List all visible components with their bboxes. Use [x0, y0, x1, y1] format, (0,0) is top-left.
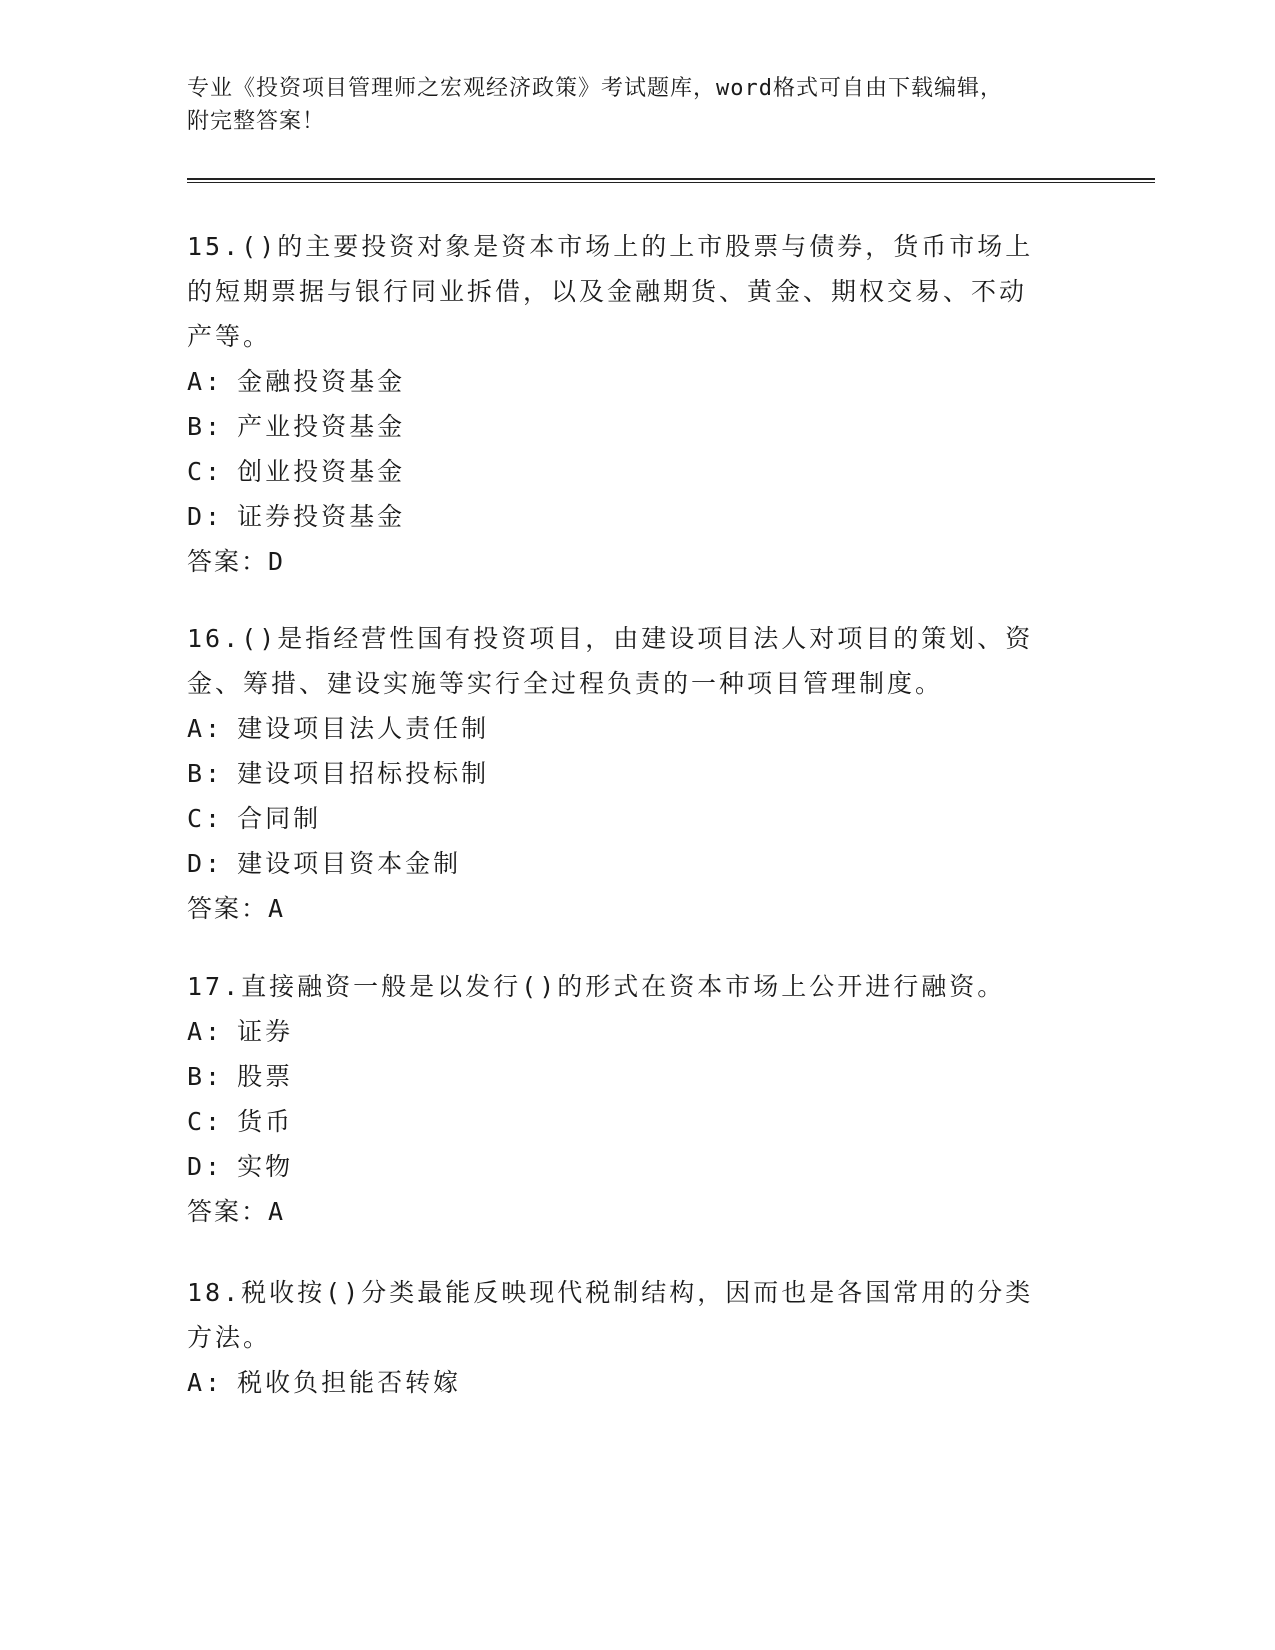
option-text: 证券	[237, 1017, 294, 1046]
option-text: 税收负担能否转嫁	[237, 1368, 462, 1397]
option-letter: C:	[187, 457, 224, 486]
answer-value: D	[268, 547, 286, 576]
option-text: 实物	[237, 1152, 294, 1181]
option-text: 金融投资基金	[237, 367, 406, 396]
answer-value: A	[268, 894, 286, 923]
option-letter: A:	[187, 1368, 224, 1397]
option-b	[187, 751, 1087, 796]
option-letter: A:	[187, 367, 224, 396]
option-text: 建设项目招标投标制	[237, 759, 490, 788]
option-letter: B:	[187, 759, 224, 788]
question-stem: 15.()的主要投资对象是资本市场上的上市股票与债券，货币市场上的短期票据与银行同业拆借，以及金融期货、黄金、期权交易、不动产等。	[187, 232, 1034, 351]
option-text: 证券投资基金	[237, 502, 406, 531]
question-15	[187, 224, 1087, 584]
question-stem: 17.直接融资一般是以发行()的形式在资本市场上公开进行融资。	[187, 972, 1006, 1001]
question-stem: 18.税收按()分类最能反映现代税制结构，因而也是各国常用的分类方法。	[187, 1278, 1034, 1352]
option-c	[187, 1099, 1087, 1144]
option-d	[187, 841, 1087, 886]
option-d	[187, 494, 1087, 539]
option-d	[187, 1144, 1087, 1189]
answer-line	[187, 539, 1087, 584]
option-text: 货币	[237, 1107, 294, 1136]
option-a	[187, 706, 1087, 751]
option-letter: D:	[187, 502, 224, 531]
option-a	[187, 359, 1087, 404]
option-text: 产业投资基金	[237, 412, 406, 441]
answer-label: 答案：	[187, 1197, 269, 1226]
answer-value: A	[268, 1197, 286, 1226]
answer-line	[187, 886, 1087, 931]
option-text: 创业投资基金	[237, 457, 406, 486]
option-a	[187, 1009, 1087, 1054]
option-b	[187, 1054, 1087, 1099]
header-divider	[187, 178, 1155, 183]
option-c	[187, 796, 1087, 841]
answer-line	[187, 1189, 1087, 1234]
option-letter: B:	[187, 412, 224, 441]
option-text: 建设项目资本金制	[237, 849, 462, 878]
option-text: 建设项目法人责任制	[237, 714, 490, 743]
document-header	[187, 72, 1067, 138]
option-letter: B:	[187, 1062, 224, 1091]
question-stem: 16.()是指经营性国有投资项目，由建设项目法人对项目的策划、资金、筹措、建设实施等实行全过程负责的一种项目管理制度。	[187, 624, 1034, 698]
question-16	[187, 616, 1087, 931]
option-letter: C:	[187, 804, 224, 833]
header-line-2: 附完整答案！	[187, 109, 326, 134]
option-a	[187, 1360, 1087, 1405]
option-letter: D:	[187, 849, 224, 878]
option-b	[187, 404, 1087, 449]
option-c	[187, 449, 1087, 494]
header-line-1: 专业《投资项目管理师之宏观经济政策》考试题库，word格式可自由下载编辑，	[187, 76, 1003, 101]
question-17	[187, 964, 1087, 1234]
question-18	[187, 1270, 1087, 1405]
option-letter: D:	[187, 1152, 224, 1181]
option-letter: C:	[187, 1107, 224, 1136]
answer-label: 答案：	[187, 547, 269, 576]
option-text: 合同制	[237, 804, 322, 833]
option-letter: A:	[187, 714, 224, 743]
option-letter: A:	[187, 1017, 224, 1046]
option-text: 股票	[237, 1062, 294, 1091]
answer-label: 答案：	[187, 894, 269, 923]
